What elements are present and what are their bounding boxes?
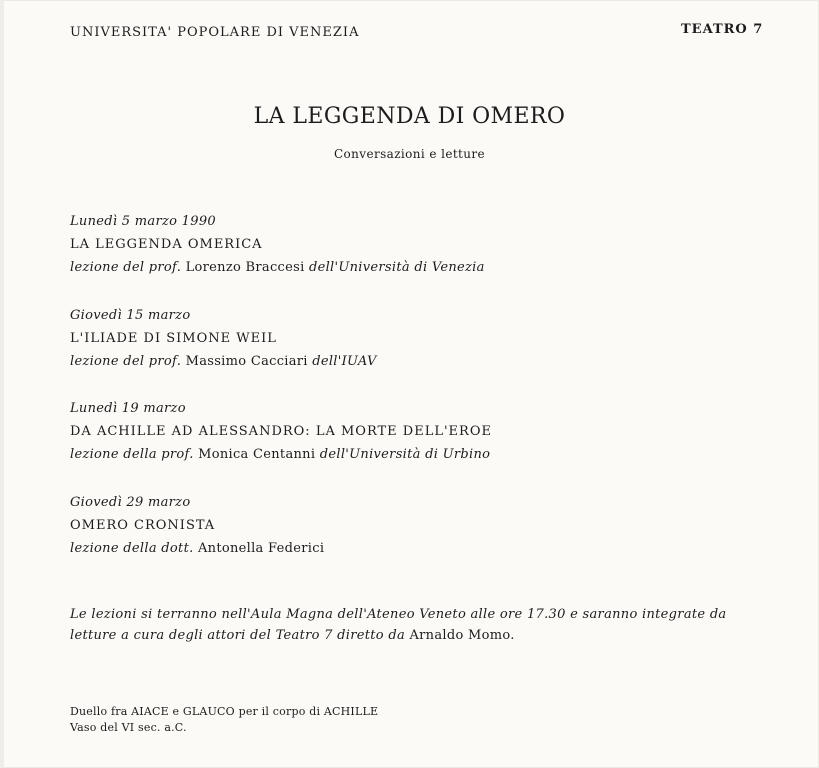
event-date: Lunedì 5 marzo 1990 [70,214,216,229]
speaker-name: Monica Centanni [198,447,316,462]
event-date: Giovedì 15 marzo [70,308,191,323]
lecture-note [70,604,770,646]
event-title: DA ACHILLE AD ALESSANDRO: LA MORTE DELL'EROE [70,424,492,439]
event-title: LA LEGGENDA OMERICA [70,237,263,252]
image-caption [70,704,378,736]
speaker-role: lezione del prof. [70,354,182,369]
note-main-text: Le lezioni si terranno nell'Aula Magna dell'Ateneo Veneto alle ore 17.30 e saranno integrate da letture a cura degli attori del Teatro 7 diretto da [70,607,727,643]
event-4 [70,495,770,557]
speaker-role: lezione della prof. [70,447,194,462]
event-1 [70,214,770,276]
speaker-role: lezione della dott. [70,541,194,556]
header-theater: TEATRO 7 [681,22,764,37]
speaker-name: Antonella Federici [197,541,325,556]
event-title: L'ILIADE DI SIMONE WEIL [70,331,277,346]
event-3 [70,401,770,463]
caption-line-1: Duello fra AIACE e GLAUCO per il corpo di ACHILLE [70,705,379,718]
caption-line-2: Vaso del VI sec. a.C. [70,721,187,734]
event-speaker-line [70,541,770,557]
speaker-name: Lorenzo Braccesi [185,260,305,275]
speaker-affiliation: dell'Università di Urbino [319,447,491,462]
event-speaker-line [70,447,770,463]
document-title: LA LEGGENDA DI OMERO [253,104,566,129]
note-director: Arnaldo Momo. [409,628,515,643]
speaker-name: Massimo Cacciari [185,354,308,369]
event-title: OMERO CRONISTA [70,518,216,533]
speaker-affiliation: dell'Università di Venezia [308,260,485,275]
document-subtitle: Conversazioni e letture [333,147,486,161]
event-speaker-line [70,354,770,370]
event-2 [70,308,770,370]
event-date: Giovedì 29 marzo [70,495,191,510]
speaker-affiliation: dell'IUAV [312,354,377,369]
header-university: UNIVERSITA' POPOLARE DI VENEZIA [70,25,360,40]
event-date: Lunedì 19 marzo [70,401,186,416]
event-speaker-line [70,260,770,276]
speaker-role: lezione del prof. [70,260,182,275]
